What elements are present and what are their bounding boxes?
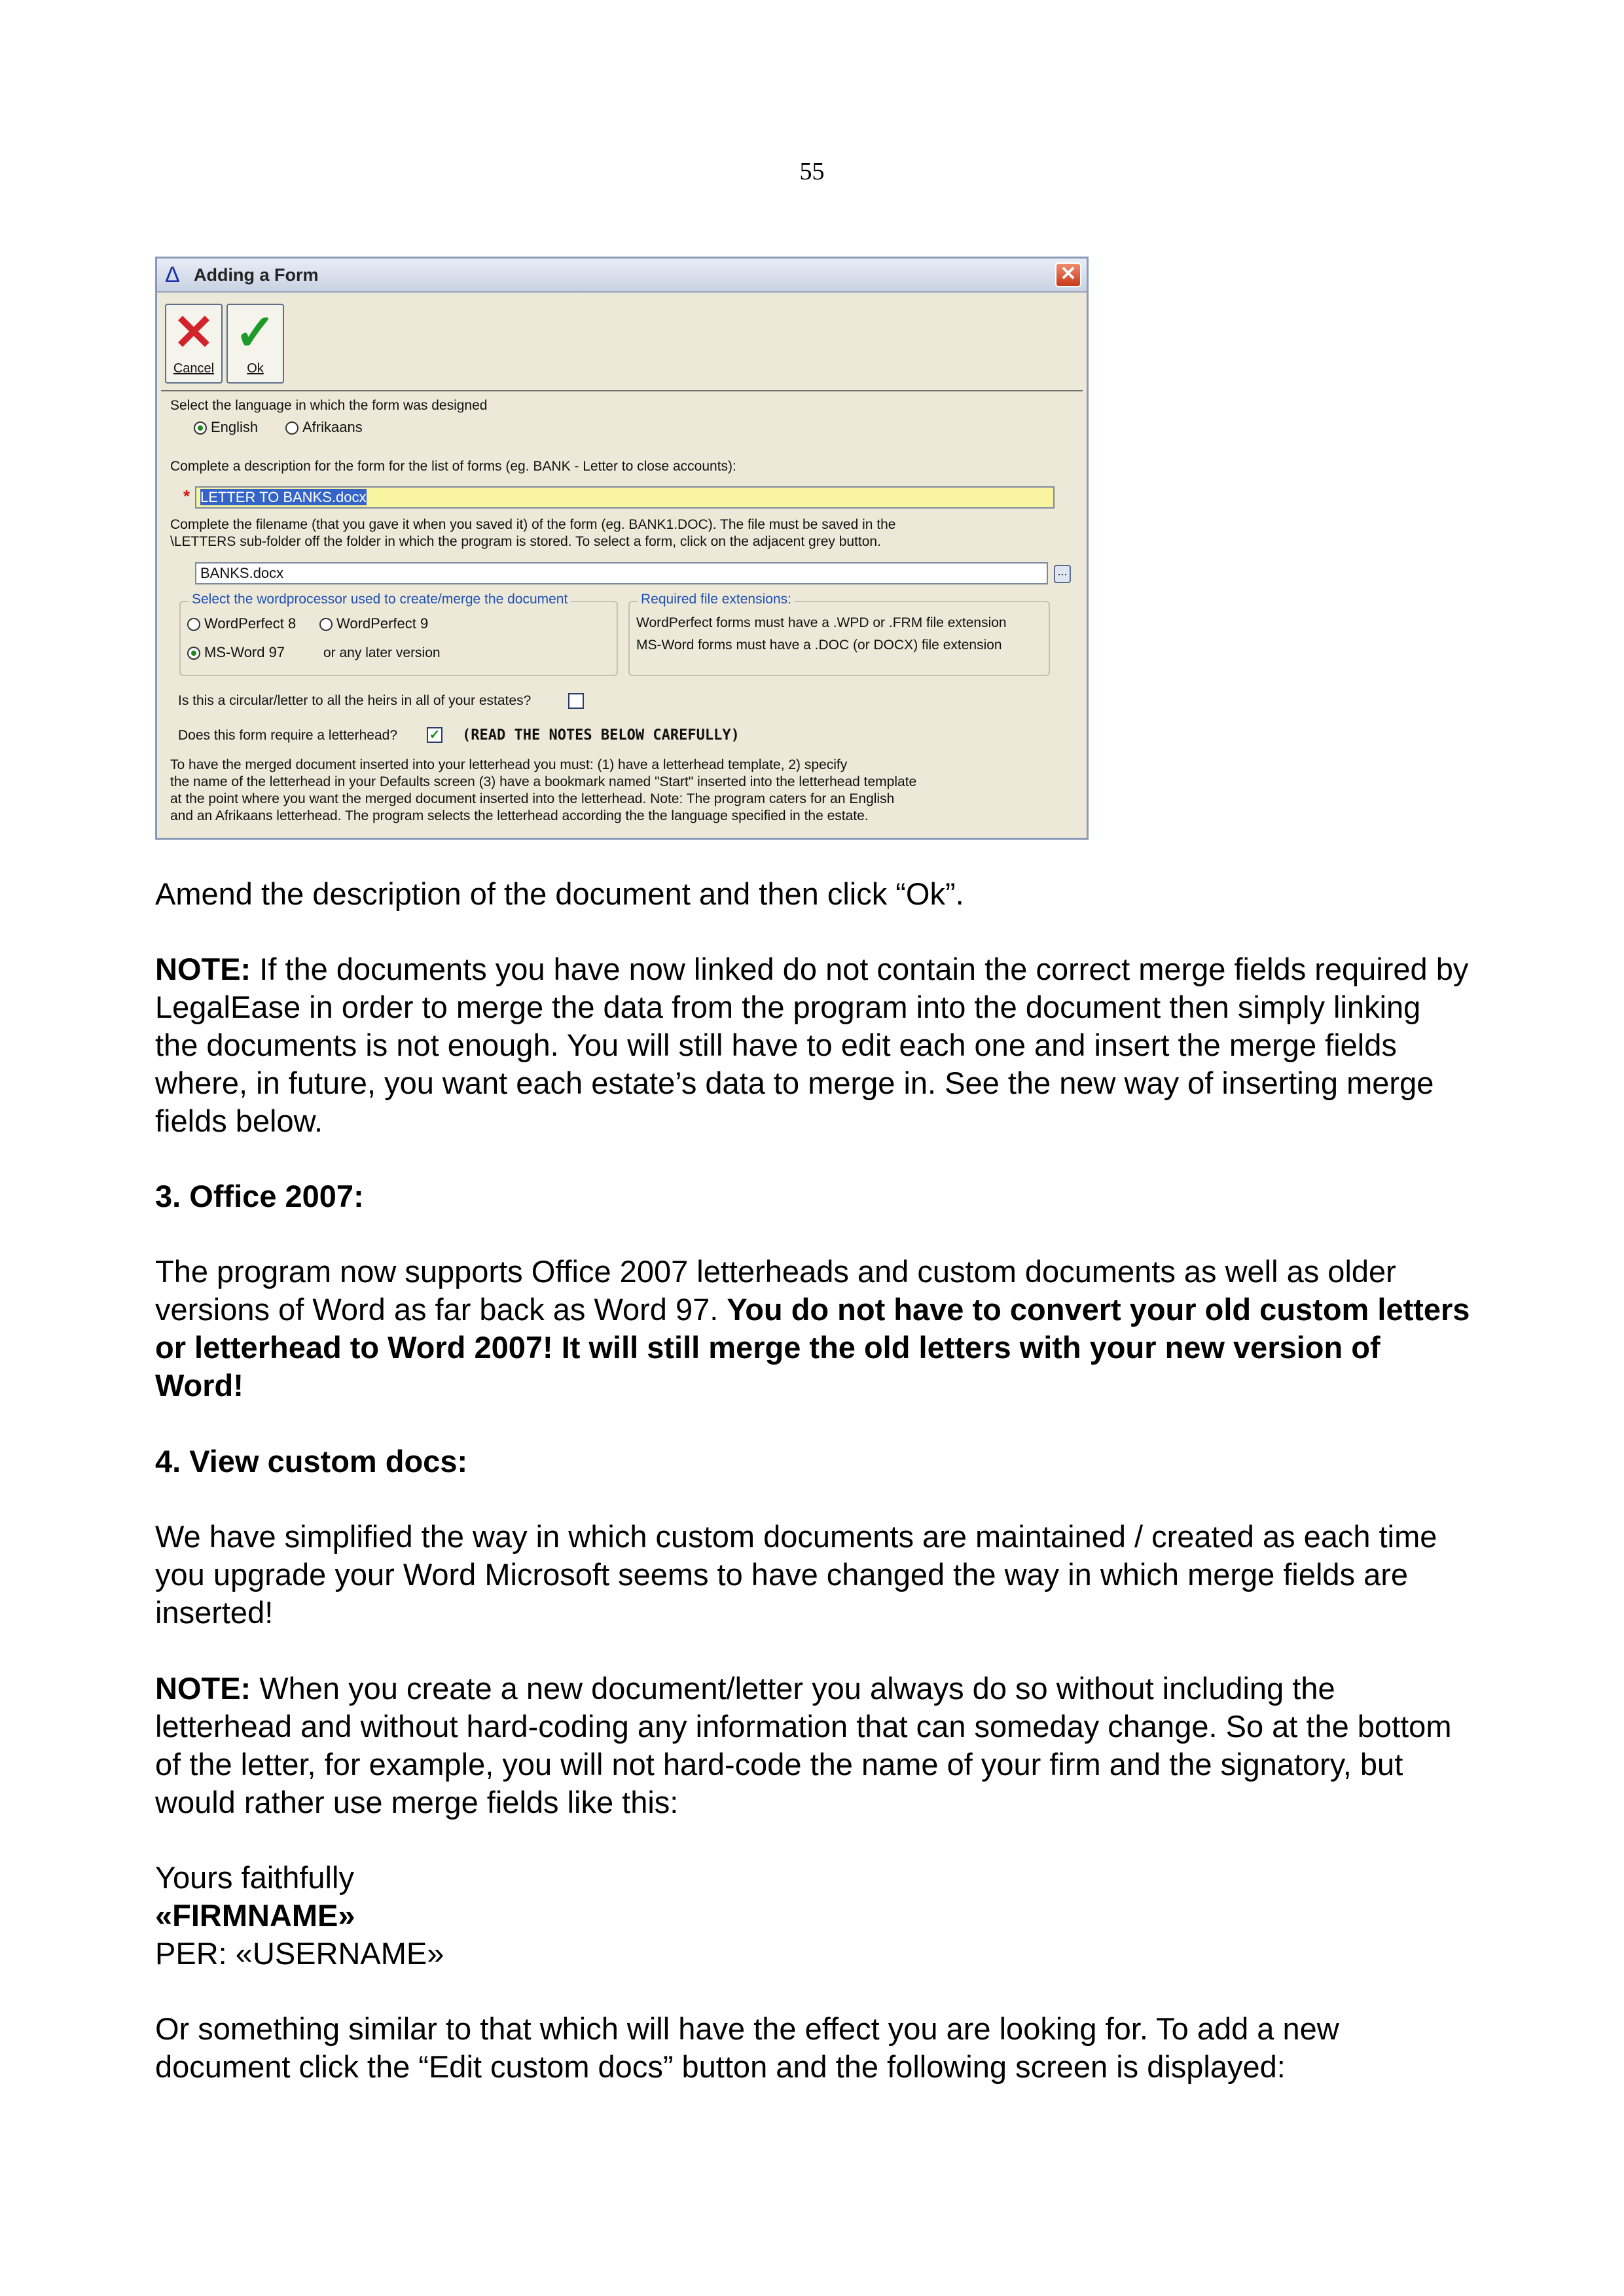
adding-form-dialog	[155, 257, 1089, 840]
radio-unselected-icon	[285, 422, 298, 435]
radio-msword-97[interactable]	[187, 644, 285, 661]
ok-label: Ok	[247, 361, 264, 376]
radio-unselected-icon	[319, 618, 333, 631]
office-plain-text: The program now supports Office 2007 letterheads and custom documents as well as older versions of Word as far back as Word 97.	[155, 1254, 1396, 1327]
later-version-note: or any later version	[323, 645, 441, 660]
letterhead-warning: (READ THE NOTES BELOW CAREFULLY)	[462, 727, 740, 744]
radio-english[interactable]	[194, 419, 258, 436]
note-line-4: and an Afrikaans letterhead. The program selects the letterhead according the the language specified in the estate.	[170, 808, 869, 823]
wordprocessor-group-title: Select the wordprocessor used to create/merge the document	[189, 592, 571, 607]
note-label: NOTE:	[155, 952, 251, 986]
heading-view-custom-docs	[155, 1443, 1471, 1480]
required-asterisk: *	[183, 486, 190, 506]
ok-button[interactable]	[226, 304, 284, 384]
radio-english-label: English	[211, 419, 259, 435]
ok-check-icon: ✓	[234, 305, 276, 361]
radio-selected-icon	[187, 647, 200, 660]
note-text: When you create a new document/letter you always do so without including the letterhead and without hard-coding any information that can someday change. So at the bottom of the letter, for example, you will not hard-code the name of your firm and the signatory, but would rather use merge fields like this:	[155, 1671, 1452, 1820]
radio-unselected-icon	[187, 618, 200, 631]
wordprocessor-group	[179, 592, 618, 676]
filename-value: BANKS.docx	[200, 565, 284, 581]
dialog-toolbar	[161, 294, 1083, 391]
note-text: If the documents you have now linked do not contain the correct merge fields required by LegalEase in order to merge the data from the program into the document then simply linking the documents is not enough. You will still have to edit each one and insert the merge fields where, in future, you want each estate’s data to merge in. See the new way of inserting merge fields below.	[155, 952, 1469, 1138]
circular-checkbox[interactable]	[568, 693, 584, 709]
description-prompt: Complete a description for the form for the list of forms (eg. BANK - Letter to close accounts):	[170, 459, 736, 474]
radio-wp9-label: WordPerfect 9	[336, 615, 429, 632]
heading-text: 4. View custom docs:	[155, 1444, 468, 1479]
note-new-document	[155, 1670, 1471, 1821]
description-value: LETTER TO BANKS.docx	[200, 489, 367, 505]
note-label: NOTE:	[155, 1671, 251, 1706]
letterhead-prompt: Does this form require a letterhead?	[178, 728, 398, 743]
cancel-label: Cancel	[173, 361, 215, 376]
close-icon: ✕	[1060, 263, 1077, 285]
close-button[interactable]	[1055, 262, 1081, 287]
filename-input[interactable]	[195, 562, 1048, 584]
radio-afrikaans[interactable]	[285, 419, 363, 436]
note-line-2: the name of the letterhead in your Defaults screen (3) have a bookmark named "Start" inserted into the letterhead template	[170, 774, 917, 789]
cancel-x-icon: ✕	[173, 305, 215, 361]
signature-block	[155, 1859, 1471, 1935]
note-merge-fields	[155, 950, 1471, 1140]
note-line-1: To have the merged document inserted into your letterhead you must: (1) have a letterhead template, 2) specify	[170, 757, 848, 772]
radio-selected-icon	[194, 422, 207, 435]
language-prompt: Select the language in which the form was designed	[170, 398, 488, 413]
firmname-field: «FIRMNAME»	[155, 1898, 355, 1933]
heading-text: 3. Office 2007:	[155, 1179, 364, 1213]
note-line-3: at the point where you want the merged document inserted into the letterhead. Note: The program caters for an English	[170, 791, 895, 806]
radio-wordperfect-9[interactable]	[319, 615, 428, 632]
radio-wp8-label: WordPerfect 8	[204, 615, 297, 632]
radio-msword-label: MS-Word 97	[204, 644, 285, 660]
office-bold-text: You do not have to convert your old custom letters or letterhead to Word 2007! It will still merge the old letters with your new version of Word!	[155, 1292, 1470, 1403]
cancel-button[interactable]	[165, 304, 223, 384]
description-input[interactable]	[195, 486, 1055, 509]
filename-prompt-line2: \LETTERS sub-folder off the folder in which the program is stored. To select a form, click on the adjacent grey button.	[170, 534, 881, 549]
file-extensions-group	[628, 592, 1050, 676]
office-2007-paragraph	[155, 1253, 1471, 1405]
delta-app-icon: Δ	[165, 262, 180, 287]
circular-prompt: Is this a circular/letter to all the heirs in all of your estates?	[178, 693, 532, 708]
ext-msword-note: MS-Word forms must have a .DOC (or DOCX) file extension	[636, 637, 1002, 653]
closing-text: Yours faithfully	[155, 1860, 354, 1895]
ext-wordperfect-note: WordPerfect forms must have a .WPD or .FRM file extension	[636, 615, 1007, 630]
letterhead-checkbox[interactable]: ✓	[427, 727, 442, 743]
page-number: 55	[799, 158, 825, 185]
per-username-line: PER: «USERNAME»	[155, 1936, 444, 1971]
radio-afrikaans-label: Afrikaans	[302, 419, 363, 435]
dialog-titlebar	[157, 259, 1087, 293]
browse-button[interactable]: ...	[1054, 565, 1071, 583]
filename-prompt-line1: Complete the filename (that you gave it when you saved it) of the form (eg. BANK1.DOC). The file must be saved in the	[170, 517, 896, 532]
radio-wordperfect-8[interactable]	[187, 615, 296, 632]
file-extensions-group-title: Required file extensions:	[638, 592, 795, 607]
custom-docs-paragraph: We have simplified the way in which custom documents are maintained / created as each time you upgrade your Word Microsoft seems to have changed the way in which merge fields are inserted!	[155, 1519, 1437, 1630]
dialog-title: Adding a Form	[194, 265, 319, 285]
add-document-paragraph: Or something similar to that which will have the effect you are looking for. To add a new document click the “Edit custom docs” button and the following screen is displayed:	[155, 2011, 1339, 2084]
heading-office-2007	[155, 1177, 1471, 1215]
amend-instruction: Amend the description of the document and then click “Ok”.	[155, 876, 964, 911]
